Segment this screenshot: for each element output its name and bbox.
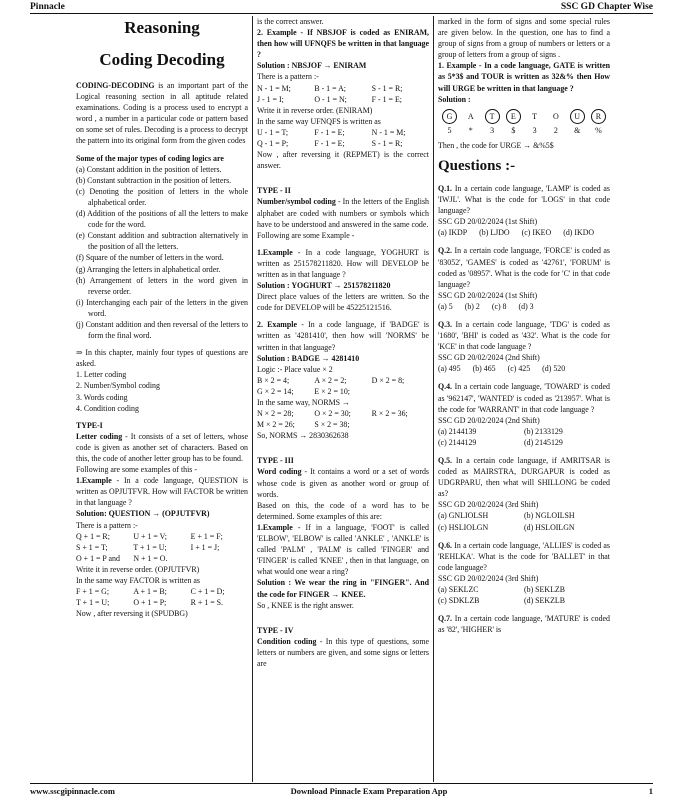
pattern-cell: J - 1 = I; <box>257 94 284 104</box>
example-2 <box>257 27 429 60</box>
pattern-cell: T + 1 = U; <box>133 542 167 552</box>
list-item: (f) Square of the number of letters in the word. <box>76 253 224 263</box>
letter-code: 3 <box>532 125 537 135</box>
option[interactable]: (c) 2144129 <box>438 437 477 447</box>
same-way-note: In the same way FACTOR is written as <box>76 576 200 586</box>
question-text <box>438 245 610 289</box>
circled-letter: U <box>570 109 585 124</box>
pattern-cell: S - 1 = R; <box>371 83 403 93</box>
chapter-note: ⇒ In this chapter, mainly four types of questions are asked. <box>76 348 248 369</box>
question-text <box>438 613 610 635</box>
option[interactable]: (a) 495 <box>438 364 461 374</box>
same-way-note: In the same way, NORMS → <box>257 398 350 407</box>
pattern-row <box>257 419 429 430</box>
option[interactable]: (c) SDKLZB <box>438 596 480 606</box>
pattern-cell: O + 1 = P; <box>133 598 167 608</box>
pattern-cell: U - 1 = T; <box>257 127 289 137</box>
intro-lead: CODING-DECODING <box>76 81 155 90</box>
list-item: (e) Constant addition and subtraction alternatively in the position of all the letters. <box>76 231 248 252</box>
question-item <box>438 381 610 448</box>
question-source: SSC GD 20/02/2024 (3rd Shift) <box>438 500 539 510</box>
example-1-text: - In a code language, QUESTION is written as OPJUTFVR. How will FACTOR be written in that language ? <box>76 476 248 508</box>
list-item: 4. Condition coding <box>76 403 139 413</box>
type2-definition <box>257 196 429 229</box>
questions-list <box>438 183 610 635</box>
circled-letter: T <box>485 109 500 124</box>
list-item: (b) Constant subtraction in the position of letters. <box>76 175 232 185</box>
column-divider <box>252 16 253 782</box>
pattern-label: There is a pattern :- <box>257 72 319 82</box>
list-item: (i) Interchanging each pair of the letters in the given word. <box>76 297 248 318</box>
chapter-title: Coding Decoding <box>99 50 225 69</box>
pattern-cell: S × 2 = 38; <box>314 420 350 430</box>
type2-example-2-text: - In a code language, if 'BADGE' is written as '4281410', then how will 'NORMS' be written in that language? <box>257 320 429 352</box>
type2-def-text: - In the letters of the English alphabet are coded with numbers or symbols which have to be understood and answered in the same code. <box>257 197 429 229</box>
example-2-solution: Solution : NBSJOF → ENIRAM <box>257 61 367 71</box>
type1-lead: Letter coding <box>76 431 123 441</box>
letter-code: 3 <box>490 125 495 135</box>
question-item <box>438 613 610 635</box>
question-source: SSC GD 20/02/2024 (1st Shift) <box>438 290 538 300</box>
question-source: SSC GD 20/02/2024 (3rd Shift) <box>438 573 539 583</box>
option[interactable]: (b) 2133129 <box>524 426 563 436</box>
option[interactable]: (a) 2144139 <box>438 426 477 436</box>
pattern-cell: Q - 1 = P; <box>257 139 289 149</box>
type2-example-1-explain: Direct place values of the letters are written. So the code for DEVELOP will be 45225121516. <box>257 292 429 313</box>
question-body: In a certain code language, 'ALLIES' is coded as 'REHLKA'. What is the code for 'BALLET' in that code language? <box>438 540 610 572</box>
type1-heading: TYPE-I <box>76 420 103 430</box>
pattern-cell: S - 1 = R; <box>371 139 403 149</box>
footer-website[interactable]: www.sscgipinnacle.com <box>30 785 115 796</box>
example-2-text: - If NBSJOF is coded as ENIRAM, then how will UFNQFS be written in that language ? <box>257 28 429 60</box>
pattern-cell: O - 1 = N; <box>314 94 347 104</box>
pattern-cell: F - 1 = E; <box>314 139 345 149</box>
type3-example-1-text: - If in a language, 'FOOT' is called 'ELBOW', 'ELBOW' is called 'ANKLE' , 'ANKLE' is called 'PALM' , 'PALM' is called 'FINGER' and 'FINGER' is called 'KNEE' , then in that language, on what would one wear a ring? <box>257 522 429 577</box>
pattern-row <box>76 597 248 608</box>
options <box>438 301 610 312</box>
option[interactable]: (d) 2145129 <box>524 437 563 447</box>
question-source: SSC GD 20/02/2024 (2nd Shift) <box>438 415 540 425</box>
list-item: 2. Number/Symbol coding <box>76 381 160 391</box>
type3-follow: Based on this, the code of a word has to be determined. Some examples of this are: <box>257 500 429 521</box>
pattern-cell: O + 1 = P and <box>76 553 120 563</box>
type2-example-2-final: So, NORMS → 2830362638 <box>257 431 349 441</box>
pattern-cell: N + 1 = O. <box>133 553 168 563</box>
pattern-rows <box>76 586 248 608</box>
pattern-cell: T + 1 = U; <box>76 598 110 608</box>
pattern-cell: C + 1 = D; <box>190 587 225 597</box>
question-item <box>438 183 610 238</box>
pattern-cell <box>372 419 429 430</box>
type1-definition <box>76 431 248 464</box>
plain-letter: O <box>553 111 559 121</box>
example-2-lead: 2. Example <box>257 28 297 38</box>
question-number: Q.6. <box>438 540 453 550</box>
letter-code: $ <box>511 125 516 135</box>
list-item: (d) Addition of the positions of all the letters to make code for the word. <box>76 209 248 230</box>
pattern-cell: N × 2 = 28; <box>257 409 294 419</box>
option[interactable]: (a) GNLIOLSH <box>438 511 489 521</box>
logic-line: Logic :- Place value × 2 <box>257 364 333 374</box>
option[interactable]: (b) 465 <box>472 364 496 374</box>
letter-code: % <box>595 125 602 135</box>
pattern-cell <box>191 553 248 564</box>
reverse-note: Write it in reverse order. (OPJUTFVR) <box>76 564 200 574</box>
list-item: (j) Constant addition and then reversal of the letters to form the final word. <box>76 319 248 341</box>
question-number: Q.2. <box>438 246 453 256</box>
pattern-cell: O × 2 = 30; <box>314 409 351 419</box>
pattern-row <box>257 83 429 94</box>
pattern-cell: N - 1 = M; <box>257 83 291 93</box>
pattern-cell: R + 1 = S. <box>190 598 224 608</box>
type2-example-1-lead: 1.Example <box>257 247 293 257</box>
pattern-cell: U + 1 = V; <box>133 531 167 541</box>
question-body: In a certain code language, 'TDG' is coded as '1680', 'BHI' is coded as '432'. What is the code for 'KCE' in that code language ? <box>438 319 610 352</box>
question-number: Q.1. <box>438 183 453 193</box>
question-text <box>438 540 610 573</box>
question-source: SSC GD 20/02/2024 (1st Shift) <box>438 217 538 227</box>
question-number: Q.4. <box>438 382 453 392</box>
option[interactable]: (b) SEKLZB <box>524 585 565 595</box>
condition-example-lead: 1. Example <box>438 61 477 71</box>
type4-def-text: - In this type of questions, some letters or numbers are given, and some signs or letters are <box>257 636 429 668</box>
pattern-cell: Q + 1 = R; <box>76 531 110 541</box>
pattern-cell: F - 1 = E; <box>314 127 345 137</box>
intro-text: is an important part of the Logical reasoning section in all aptitude related examinations. Coding is a process used to encrypt a word , a number in a particular code or pattern based on some set of rules. Decoding is a process to decrypt the pattern into its original form from the given codes <box>76 81 248 146</box>
option[interactable]: (b) 2 <box>464 301 480 311</box>
option[interactable]: (d) 3 <box>518 301 534 311</box>
continued-line: is the correct answer. <box>257 17 324 26</box>
pattern-cell: A × 2 = 2; <box>314 375 347 385</box>
pattern-rows <box>257 127 429 149</box>
letter-code: 5 <box>447 125 452 135</box>
pattern-row <box>257 94 429 105</box>
letter-code: & <box>574 125 581 135</box>
option[interactable]: (d) IKDO <box>563 228 595 238</box>
pattern-cell: M × 2 = 26; <box>257 420 295 430</box>
question-item <box>438 455 610 533</box>
column-1 <box>76 16 248 782</box>
circled-letter: R <box>591 109 606 124</box>
type2-follow: Following are some Example - <box>257 230 355 240</box>
option[interactable]: (b) LJDO <box>479 228 510 238</box>
pattern-cell: B × 2 = 4; <box>257 375 290 385</box>
question-item <box>438 540 610 607</box>
pattern-cell: A + 1 = B; <box>133 587 167 597</box>
page-header <box>30 0 653 14</box>
list-item: (c) Denoting the position of letters in the whole alphabetical order. <box>76 186 248 207</box>
plain-letter: T <box>532 111 538 121</box>
pattern-cell <box>372 386 429 397</box>
question-body: In a certain code language, if AMRITSAR is coded as MAIRSTRA, DURGAPUR is coded as UDGRPARU, then what will SHILLONG be coded as? <box>438 456 610 499</box>
letter-codes <box>442 125 606 136</box>
example-1-final: Now , after reversing it (SPUDBG) <box>76 609 188 619</box>
question-number: Q.7. <box>438 614 453 624</box>
list-item: (h) Arrangement of letters in the word given in reverse order. <box>76 275 248 296</box>
type3-def-text: - It contains a word or a set of words whose code is given as another word or group of words. <box>257 467 429 499</box>
type3-example-1 <box>257 522 429 577</box>
pattern-cell: B - 1 = A; <box>314 83 346 93</box>
type2-example-2 <box>257 319 429 352</box>
options <box>438 584 610 606</box>
option[interactable]: (d) 520 <box>542 364 566 374</box>
options <box>438 227 610 238</box>
same-way-note: In the same way UFNQFS is written as <box>257 116 381 126</box>
pattern-cell: I + 1 = J; <box>190 542 220 552</box>
header-brand: Pinnacle <box>30 1 65 12</box>
list-item: 1. Letter coding <box>76 370 127 380</box>
type1-follow: Following are some examples of this - <box>76 465 197 475</box>
pattern-cell: D × 2 = 8; <box>371 375 405 385</box>
example-1-lead: 1.Example <box>76 476 112 486</box>
question-body: In a certain code language, 'TOWARD' is coded as '962147', 'WANTED' is coded as '213957'. What is the code for 'WARRANT' in that code language ? <box>438 382 610 414</box>
list-item: (a) Constant addition in the position of letters. <box>76 164 222 174</box>
column-2 <box>257 16 429 782</box>
condition-intro: marked in the form of signs and some special rules are given below. In the question, one has to find a group of signs from a group of numbers or letters or a group of letters from a group of signs . <box>438 17 610 60</box>
type2-lead: Number/symbol coding <box>257 197 336 207</box>
type2-example-2-solution: Solution : BADGE → 4281410 <box>257 353 360 363</box>
type3-definition <box>257 466 429 499</box>
reverse-note: Write it in reverse order. (ENIRAM) <box>257 105 373 115</box>
option[interactable]: (d) HSLOILGN <box>524 522 575 532</box>
pattern-rows <box>257 375 429 397</box>
types-heading: Some of the major types of coding logics are <box>76 153 224 163</box>
example-1 <box>76 475 248 508</box>
pattern-label: There is a pattern :- <box>76 520 138 530</box>
option[interactable]: (a) IKDP <box>438 228 468 238</box>
question-body: In a certain code language, 'MATURE' is coded as '82', 'HIGHER' is <box>438 614 610 635</box>
type4-definition <box>257 636 429 669</box>
condition-example-1 <box>438 60 610 93</box>
type2-example-1-solution: Solution : YOGHURT → 251578211820 <box>257 281 391 291</box>
plain-letter: A <box>467 111 474 121</box>
pattern-row <box>76 553 248 564</box>
option[interactable]: (c) HSLIOLGN <box>438 522 489 532</box>
type3-heading: TYPE - III <box>257 456 294 466</box>
type2-example-1 <box>257 247 429 280</box>
option[interactable]: (d) SEKZLB <box>524 596 565 606</box>
pattern-cell: E + 1 = F; <box>190 531 223 541</box>
options <box>438 426 610 448</box>
type3-lead: Word coding <box>257 467 302 477</box>
list-item: 3. Words coding <box>76 392 128 402</box>
question-number: Q.5. <box>438 456 453 465</box>
pattern-row <box>257 138 429 149</box>
question-item <box>438 319 610 374</box>
question-text <box>438 455 610 499</box>
circled-letter: E <box>506 109 521 124</box>
pattern-row <box>257 386 429 397</box>
pattern-row <box>257 127 429 138</box>
condition-final: Then , the code for URGE → &%5$ <box>438 140 554 150</box>
type2-example-1-text: - In a code language, YOGHURT is written as 251578211820. How will DEVELOP be written as in that language ? <box>257 247 429 279</box>
pattern-row <box>257 408 429 419</box>
list-item: (g) Arranging the letters in alphabetical order. <box>76 264 221 274</box>
chapter-types-list <box>76 369 248 413</box>
type2-example-2-lead: 2. Example <box>257 320 297 330</box>
pattern-cell: E × 2 = 10; <box>314 386 350 396</box>
pattern-row <box>257 375 429 386</box>
option[interactable]: (c) IKEO <box>521 228 552 238</box>
type3-example-1-solution: Solution : We wear the ring in "FINGER". And the code for FINGER → KNEE. <box>257 578 429 599</box>
pattern-row <box>76 542 248 553</box>
option[interactable]: (a) 5 <box>438 301 453 311</box>
type1-def-text: - It consists of a set of letters, whose code is given as another set of characters. Based on this, the code of another letter group has to be found. <box>76 431 248 463</box>
question-source: SSC GD 20/02/2024 (2nd Shift) <box>438 353 540 363</box>
question-text <box>438 381 610 414</box>
question-text <box>438 183 610 216</box>
pattern-rows <box>76 531 248 564</box>
pattern-cell: S + 1 = T; <box>76 542 108 552</box>
option[interactable]: (c) 8 <box>491 301 507 311</box>
example-1-solution: Solution: QUESTION → (OPJUTFVR) <box>76 509 210 519</box>
page-footer <box>30 783 653 797</box>
column-divider <box>433 16 434 782</box>
pattern-cell: G × 2 = 14; <box>257 386 294 396</box>
type3-example-1-final: So , KNEE is the right answer. <box>257 600 354 610</box>
pattern-cell: R × 2 = 36; <box>371 409 408 419</box>
pattern-rows <box>257 408 429 430</box>
pattern-cell: F + 1 = G; <box>76 587 110 597</box>
types-list <box>76 164 248 342</box>
pattern-row <box>76 531 248 542</box>
intro-paragraph <box>76 80 248 147</box>
letter-circles <box>442 109 606 124</box>
pattern-cell: N - 1 = M; <box>371 127 406 137</box>
type2-heading: TYPE - II <box>257 186 291 196</box>
type3-example-1-lead: 1.Example <box>257 522 293 532</box>
example-2-final: Now , after reversing it (REPMET) is the correct answer. <box>257 150 429 171</box>
question-number: Q.3. <box>438 319 453 329</box>
page-number: 1 <box>648 785 653 796</box>
options <box>438 363 610 374</box>
footer-app-promo: Download Pinnacle Exam Preparation App <box>290 785 448 796</box>
question-text <box>438 319 610 352</box>
column-3 <box>438 16 610 782</box>
page-title: Reasoning <box>124 18 200 37</box>
condition-solution-label: Solution : <box>438 94 471 104</box>
type4-heading: TYPE - IV <box>257 625 294 635</box>
type4-lead: Condition coding <box>257 636 317 646</box>
question-body: In a certain code language, 'LAMP' is coded as 'IWJL'. What is the code for 'LOGS' in that code language? <box>438 183 610 216</box>
option[interactable]: (c) 425 <box>507 364 531 374</box>
options <box>438 510 610 532</box>
condition-example-text: - In a code language, GATE is written as 5*3$ and TOUR is written as 32&% then How will URGE be written in that language ? <box>438 61 610 93</box>
option[interactable]: (a) SEKLZC <box>438 585 479 595</box>
pattern-cell: F - 1 = E; <box>371 94 402 104</box>
questions-heading: Questions :- <box>438 157 516 174</box>
circled-letter: G <box>442 109 457 124</box>
letter-code: * <box>468 125 473 135</box>
pattern-rows <box>257 83 429 105</box>
option[interactable]: (b) NGLOILSH <box>524 511 575 521</box>
question-item <box>438 245 610 312</box>
letter-code: 2 <box>553 125 558 135</box>
question-body: In a certain code language, 'FORCE' is coded as '83052', 'GAMES' is coded as '42761', 'FORUM' is coded as '08957'. What is the code for 'C' in that code language? <box>438 246 610 289</box>
header-series: SSC GD Chapter Wise <box>560 1 653 12</box>
pattern-row <box>76 586 248 597</box>
